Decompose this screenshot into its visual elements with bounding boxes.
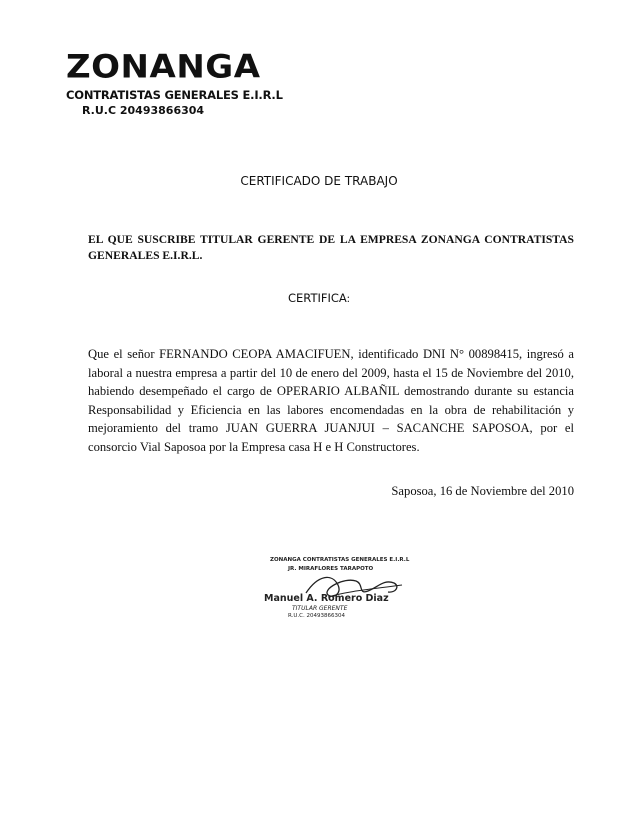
certifica-colon: : [346,293,350,305]
certifica-label: CERTIFICA [288,291,347,305]
logo-company-name: ZONANGA [66,48,261,87]
logo-company-subtitle: CONTRATISTAS GENERALES E.I.R.L [66,88,283,102]
logo-ruc: R.U.C 20493866304 [82,104,205,117]
certifica-heading [0,291,638,305]
stamp-company-line: ZONANGA CONTRATISTAS GENERALES E.I.R.L [270,557,410,563]
stamp-address-line: JR. MIRAFLORES TARAPOTO [288,566,374,572]
document-title: CERTIFICADO DE TRABAJO [240,174,398,188]
date-line: Saposoa, 16 de Noviembre del 2010 [391,484,574,498]
stamp-signer-title: TITULAR GERENTE [292,605,348,612]
intro-paragraph: EL QUE SUSCRIBE TITULAR GERENTE DE LA EMPRESA ZONANGA CONTRATISTAS GENERALES E.I.R.L. [88,233,574,262]
certificate-body: Que el señor FERNANDO CEOPA AMACIFUEN, identificado DNI N° 00898415, ingresó a laboral a nuestra empresa a partir del 10 de enero del 2009, hasta el 15 de Noviembre del 2010, habiendo desempeñado el cargo de OPERARIO ALBAÑIL demostrando durante su estancia Responsabilidad y Eficiencia en las labores encomendadas en la obra de rehabilitación y mejoramiento del tramo JUAN GUERRA JUANJUI – SACANCHE SAPOSOA, por el consorcio Vial Saposoa por la Empresa casa H e H Constructores. [88,347,574,454]
signature-stamp [258,555,408,635]
stamp-signer-name: Manuel A. Romero Diaz [264,593,389,604]
stamp-signer-ruc: R.U.C. 20493866304 [288,613,345,619]
company-logo [66,48,283,118]
